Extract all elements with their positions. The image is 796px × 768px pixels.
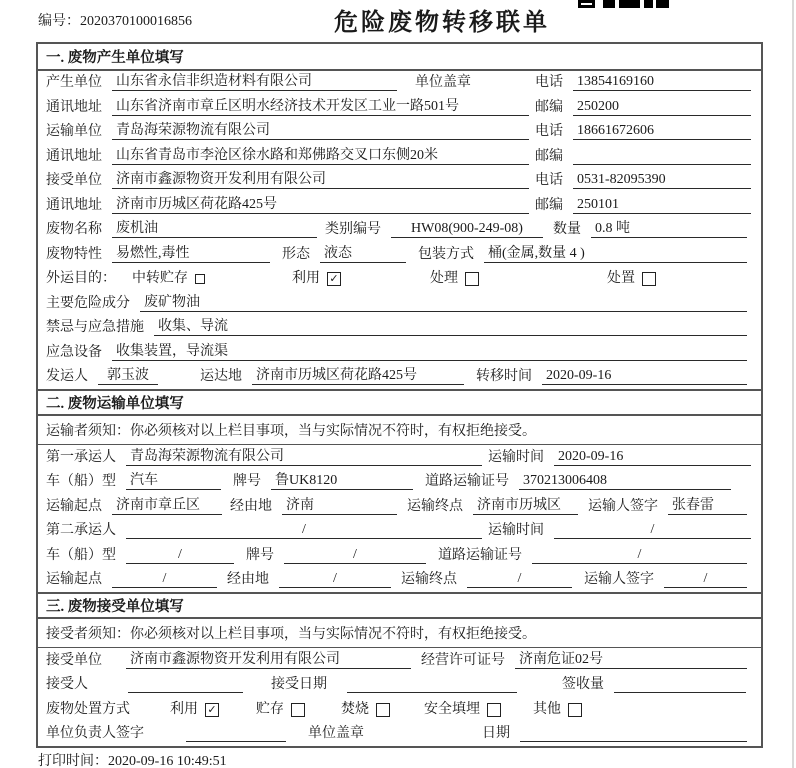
date-value: [520, 724, 747, 742]
quantity-label: 数量: [553, 222, 581, 238]
receiver-value: 济南市鑫源物资开发利用有限公司: [112, 171, 529, 189]
option-label: 其他: [533, 701, 561, 717]
taboo-value: 收集、导流: [154, 318, 747, 336]
transport-time-label: 运输时间: [488, 449, 544, 465]
carrier-sign-label: 运输人签字: [584, 572, 654, 588]
received-qty-label: 签收量: [562, 677, 604, 693]
permit-value: 济南危证02号: [515, 651, 747, 669]
zip-label: 邮编: [535, 197, 563, 213]
section-2-header: 二. 废物运输单位填写: [38, 389, 761, 416]
purpose-option-utilize: [292, 267, 341, 287]
transport-time-group: [488, 446, 753, 466]
first-carrier-row: [38, 445, 761, 469]
section-3-header: 三. 废物接受单位填写: [38, 592, 761, 619]
equipment-value: 收集装置，导流渠: [112, 343, 747, 361]
carrier-label: 第二承运人: [46, 523, 116, 539]
waste-name-row: [38, 218, 761, 242]
waste-name-label: 废物名称: [46, 222, 102, 238]
option-label: 利用: [292, 271, 320, 287]
consignor-value: 郭玉波: [98, 367, 158, 385]
disposal-option-other: [533, 698, 582, 718]
option-label: 安全填埋: [424, 701, 480, 717]
option-label: 焚烧: [341, 701, 369, 717]
form-value: 液态: [320, 245, 406, 263]
accept-date-value: [347, 675, 517, 693]
serial-number: 2020370100016856: [80, 14, 192, 29]
transporter-row: [38, 120, 761, 144]
accepting-unit-value: 济南市鑫源物资开发利用有限公司: [126, 651, 411, 669]
form-serial: [38, 10, 192, 30]
via-value: 济南: [282, 497, 397, 515]
carrier-value: 青岛海荣源物流有限公司: [126, 448, 482, 466]
plate-label: 牌号: [233, 474, 261, 490]
packing-label: 包装方式: [418, 246, 474, 262]
origin-value: 济南市章丘区: [112, 497, 222, 515]
phone-value: 18661672606: [573, 122, 751, 140]
road-permit-label: 道路运输证号: [425, 474, 509, 490]
taboo-row: [38, 316, 761, 340]
route-row-1: [38, 494, 761, 518]
chief-signature-label: 单位负责人签字: [46, 726, 144, 742]
transport-time-group: [488, 519, 753, 539]
address-label: 通讯地址: [46, 197, 102, 213]
receiver-address-row: [38, 193, 761, 217]
waste-name-value: 废机油: [112, 220, 317, 238]
hazard-value: 废矿物油: [140, 294, 747, 312]
option-label: 处置: [607, 271, 635, 287]
route-row-2: [38, 568, 761, 592]
hazard-row: [38, 291, 761, 315]
transporter-notice: 运输者须知：你必须核对以上栏目事项，当与实际情况不符时，有权拒绝接受。: [38, 416, 761, 445]
purpose-row: [38, 267, 761, 291]
vehicle-type-value: /: [126, 546, 234, 564]
equipment-row: [38, 340, 761, 364]
acceptor-row: [38, 673, 761, 697]
phone-group: [535, 71, 753, 91]
form-label: 形态: [282, 246, 310, 262]
producer-row: [38, 71, 761, 95]
category-label: 类别编号: [325, 222, 381, 238]
checkbox-icon: [195, 274, 205, 284]
checkbox-icon: [291, 703, 305, 717]
address-value: 山东省青岛市李沧区徐水路和郑佛路交叉口东侧20米: [112, 147, 529, 165]
plate-value: /: [284, 546, 426, 564]
section-1-header: 一. 废物产生单位填写: [38, 44, 761, 71]
chief-signature-row: [38, 722, 761, 746]
receiver-notice: 接受者须知：你必须核对以上栏目事项，当与实际情况不符时，有权拒绝接受。: [38, 619, 761, 648]
print-time-label: 打印时间：: [38, 754, 108, 768]
destination-value: 济南市历城区荷花路425号: [252, 367, 464, 385]
checkbox-icon: [465, 272, 479, 286]
consignor-row: [38, 365, 761, 389]
phone-label: 电话: [535, 75, 563, 91]
producer-value: 山东省永信非织造材料有限公司: [112, 73, 397, 91]
accept-date-label: 接受日期: [271, 677, 327, 693]
checkbox-icon: [376, 703, 390, 717]
carrier-sign-value: 张春雷: [668, 497, 747, 515]
accepting-unit-label: 接受单位: [46, 652, 102, 668]
disposal-option-storage: [256, 698, 305, 718]
disposal-option-landfill: [424, 698, 501, 718]
transport-time-label: 运输时间: [488, 523, 544, 539]
date-label: 日期: [482, 726, 510, 742]
road-permit-label: 道路运输证号: [438, 547, 522, 563]
zip-value: 250200: [573, 98, 751, 116]
quantity-value: 0.8 吨: [591, 220, 747, 238]
phone-label: 电话: [535, 124, 563, 140]
origin-label: 运输起点: [46, 498, 102, 514]
vehicle-row-2: [38, 543, 761, 567]
option-label: 处理: [430, 271, 458, 287]
accepting-unit-row: [38, 648, 761, 672]
address-value: 济南市历城区荷花路425号: [112, 196, 529, 214]
received-qty-value: [614, 675, 746, 693]
zip-label: 邮编: [535, 148, 563, 164]
taboo-label: 禁忌与应急措施: [46, 320, 144, 336]
plate-label: 牌号: [246, 547, 274, 563]
zip-label: 邮编: [535, 99, 563, 115]
transporter-address-row: [38, 144, 761, 168]
phone-group: [535, 169, 753, 189]
zip-value: [573, 147, 751, 165]
via-value: /: [279, 570, 391, 588]
acceptor-value: [128, 675, 243, 693]
form-title: 危险废物转移联单: [334, 10, 550, 36]
origin-label: 运输起点: [46, 572, 102, 588]
transfer-time-label: 转移时间: [476, 369, 532, 385]
phone-label: 电话: [535, 173, 563, 189]
checkbox-icon: [487, 703, 501, 717]
address-label: 通讯地址: [46, 148, 102, 164]
endpoint-label: 运输终点: [407, 498, 463, 514]
checkbox-checked-icon: ✓: [327, 272, 341, 286]
via-label: 经由地: [227, 572, 269, 588]
packing-value: 桶(金属,数量 4 ): [484, 245, 747, 263]
equipment-label: 应急设备: [46, 344, 102, 360]
carrier-label: 第一承运人: [46, 449, 116, 465]
option-label: 贮存: [256, 701, 284, 717]
page-edge-line: [792, 0, 794, 768]
print-time: [38, 750, 227, 768]
carrier-value: /: [126, 521, 482, 539]
vehicle-type-label: 车（船）型: [46, 474, 116, 490]
zip-group: [535, 96, 753, 116]
phone-value: 0531-82095390: [573, 171, 751, 189]
address-value: 山东省济南市章丘区明水经济技术开发区工业一路501号: [112, 98, 529, 116]
qr-code-remnant-icon: [578, 0, 669, 8]
purpose-option-treat: [430, 267, 479, 287]
checkbox-icon: [568, 703, 582, 717]
carrier-sign-value: /: [664, 570, 747, 588]
vehicle-row-1: [38, 470, 761, 494]
transfer-time-value: 2020-09-16: [542, 367, 747, 385]
purpose-option-dispose: [607, 267, 656, 287]
option-label: 利用: [170, 701, 198, 717]
unit-seal-label: 单位盖章: [415, 75, 471, 91]
print-time-value: 2020-09-16 10:49:51: [108, 754, 227, 768]
producer-address-row: [38, 95, 761, 119]
waste-character-row: [38, 242, 761, 266]
transport-time-value: /: [554, 521, 751, 539]
phone-group: [535, 120, 753, 140]
disposal-option-utilize: [170, 698, 219, 718]
serial-label: 编号：: [38, 14, 80, 29]
option-label: 中转贮存: [132, 271, 188, 287]
character-value: 易燃性,毒性: [112, 245, 270, 263]
category-value: HW08(900-249-08): [391, 220, 543, 238]
transporter-label: 运输单位: [46, 124, 102, 140]
zip-group: [535, 194, 753, 214]
hazard-label: 主要危险成分: [46, 295, 130, 311]
destination-label: 运达地: [200, 369, 242, 385]
plate-value: 鲁UK8120: [271, 472, 413, 490]
endpoint-value: /: [467, 570, 572, 588]
transporter-value: 青岛海荣源物流有限公司: [112, 122, 529, 140]
carrier-sign-label: 运输人签字: [588, 498, 658, 514]
endpoint-label: 运输终点: [401, 572, 457, 588]
phone-value: 13854169160: [573, 73, 751, 91]
disposal-option-incinerate: [341, 698, 390, 718]
address-label: 通讯地址: [46, 99, 102, 115]
checkbox-checked-icon: ✓: [205, 703, 219, 717]
purpose-label: 外运目的：: [46, 271, 116, 287]
disposal-method-label: 废物处置方式: [46, 701, 130, 717]
receiver-label: 接受单位: [46, 173, 102, 189]
unit-seal-label: 单位盖章: [308, 726, 364, 742]
transport-time-value: 2020-09-16: [554, 448, 751, 466]
road-permit-value: /: [532, 546, 747, 564]
purpose-option-transfer-storage: [132, 267, 205, 287]
origin-value: /: [112, 570, 217, 588]
character-label: 废物特性: [46, 246, 102, 262]
producer-label: 产生单位: [46, 75, 102, 91]
consignor-label: 发运人: [46, 369, 88, 385]
chief-signature-value: [186, 724, 286, 742]
zip-group: [535, 145, 753, 165]
endpoint-value: 济南市历城区: [473, 497, 578, 515]
vehicle-type-value: 汽车: [126, 472, 221, 490]
permit-label: 经营许可证号: [421, 652, 505, 668]
vehicle-type-label: 车（船）型: [46, 547, 116, 563]
via-label: 经由地: [230, 498, 272, 514]
acceptor-label: 接受人: [46, 677, 88, 693]
zip-value: 250101: [573, 196, 751, 214]
checkbox-icon: [642, 272, 656, 286]
receiver-row: [38, 169, 761, 193]
disposal-method-row: [38, 697, 761, 721]
second-carrier-row: [38, 519, 761, 543]
manifest-table: [36, 42, 763, 748]
road-permit-value: 370213006408: [519, 472, 731, 490]
